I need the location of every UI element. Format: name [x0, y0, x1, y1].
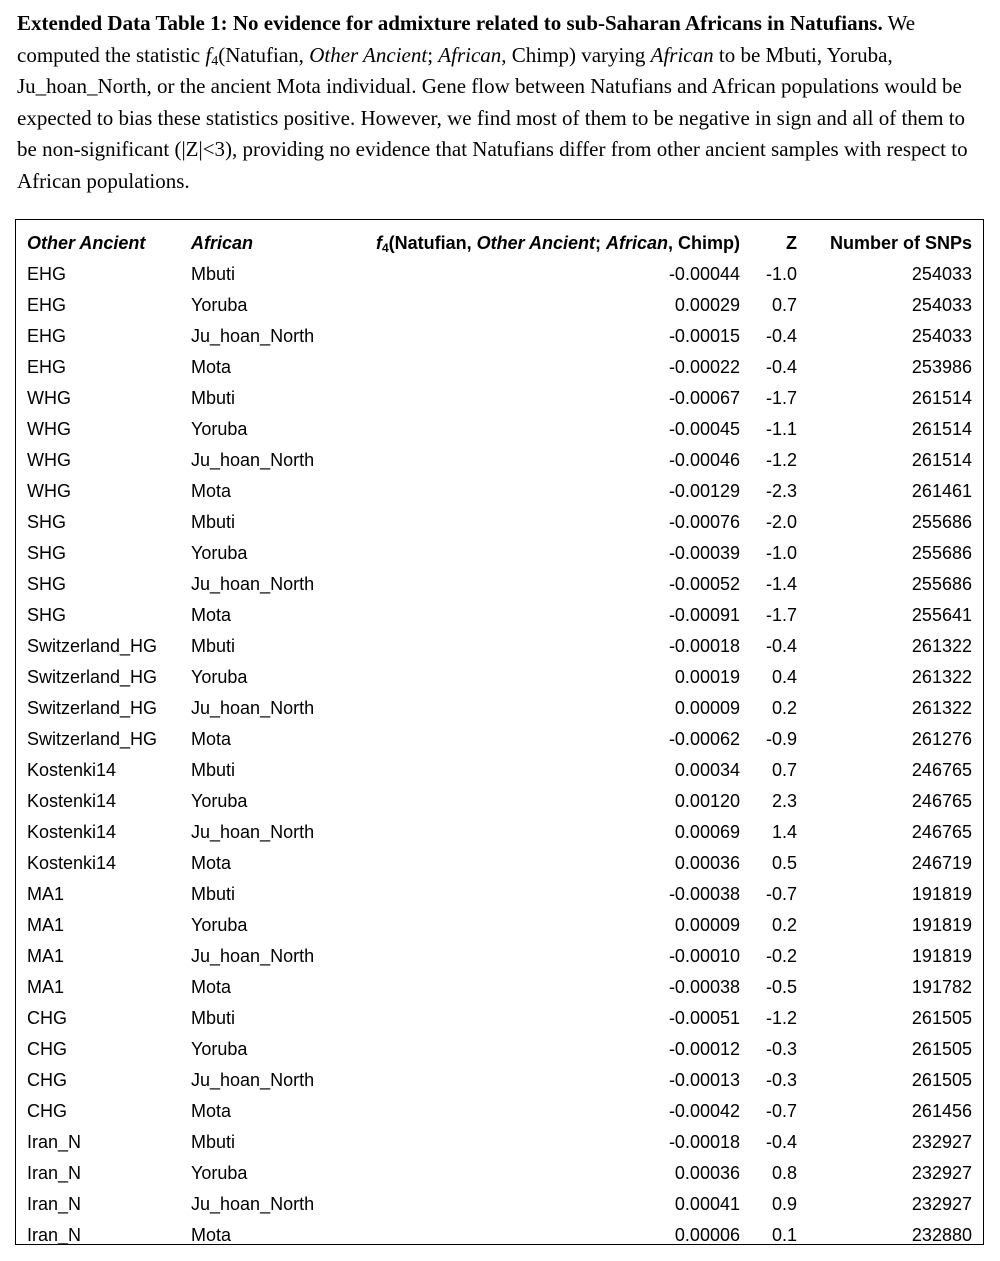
table-row — [27, 290, 972, 321]
cell-f4-value: -0.00038 — [668, 977, 740, 997]
cell-other-ancient: Kostenki14 — [27, 760, 117, 780]
cell-african: Ju_hoan_North — [191, 574, 315, 594]
cell-snp-count: 191819 — [911, 946, 972, 966]
caption-f: f — [205, 42, 212, 67]
cell-african: Mota — [191, 729, 232, 749]
cell-other-ancient: CHG — [27, 1101, 67, 1121]
table-row — [27, 724, 972, 755]
cell-african: Ju_hoan_North — [191, 450, 315, 470]
cell-african: Mbuti — [191, 264, 236, 284]
cell-f4-value: 0.00069 — [674, 822, 740, 842]
cell-other-ancient: SHG — [27, 605, 67, 625]
table-row — [27, 1127, 972, 1158]
cell-z-score: -0.3 — [765, 1070, 797, 1090]
table-row — [27, 414, 972, 445]
cell-f4-value: -0.00044 — [668, 264, 740, 284]
cell-z-score: -2.0 — [765, 512, 797, 532]
table-row — [27, 1220, 972, 1251]
cell-other-ancient: Kostenki14 — [27, 791, 117, 811]
cell-african: Mbuti — [191, 884, 236, 904]
table-row — [27, 1065, 972, 1096]
cell-other-ancient: MA1 — [27, 915, 65, 935]
cell-snp-count: 261322 — [911, 667, 972, 687]
cell-african: Ju_hoan_North — [191, 822, 315, 842]
cell-z-score: -0.4 — [765, 1132, 797, 1152]
cell-other-ancient: EHG — [27, 264, 67, 284]
table-header-row — [27, 228, 972, 259]
cell-f4-value: -0.00012 — [668, 1039, 740, 1059]
cell-snp-count: 261276 — [911, 729, 972, 749]
cell-other-ancient: WHG — [27, 450, 71, 470]
cell-f4-value: -0.00045 — [668, 419, 740, 439]
cell-other-ancient: EHG — [27, 295, 67, 315]
cell-z-score: 0.7 — [771, 760, 797, 780]
cell-f4-value: -0.00018 — [668, 636, 740, 656]
cell-z-score: -0.2 — [765, 946, 797, 966]
table-row — [27, 321, 972, 352]
cell-african: Mota — [191, 977, 232, 997]
cell-other-ancient: SHG — [27, 574, 67, 594]
cell-snp-count: 255686 — [911, 543, 972, 563]
caption-text-5: to be Mbuti, Yoruba, Ju_hoan_North, or the ancient Mota individual. Gene flow between Natufians and African populations would be expected to bias these statistics positive. However, we find most of them to be negative in sign and all of them to be non-significant (|Z|<3), providing no evidence that Natufians differ from other ancient samples with respect to African populations. — [17, 42, 968, 193]
cell-z-score: 0.2 — [771, 915, 797, 935]
cell-z-score: -0.5 — [765, 977, 797, 997]
cell-african: Ju_hoan_North — [191, 698, 315, 718]
cell-african: Mbuti — [191, 760, 236, 780]
cell-z-score: 0.7 — [771, 295, 797, 315]
table-row — [27, 817, 972, 848]
cell-f4-value: -0.00015 — [668, 326, 740, 346]
caption-text-4: , Chimp) varying — [501, 42, 651, 67]
cell-z-score: 0.4 — [771, 667, 797, 687]
cell-other-ancient: CHG — [27, 1008, 67, 1028]
cell-other-ancient: Kostenki14 — [27, 822, 117, 842]
cell-z-score: -1.0 — [765, 264, 797, 284]
cell-f4-value: -0.00046 — [668, 450, 740, 470]
cell-african: Mota — [191, 605, 232, 625]
cell-other-ancient: EHG — [27, 326, 67, 346]
cell-african: Ju_hoan_North — [191, 326, 315, 346]
cell-f4-value: 0.00006 — [674, 1225, 740, 1245]
cell-african: Ju_hoan_North — [191, 1070, 315, 1090]
cell-z-score: 0.1 — [771, 1225, 797, 1245]
cell-f4-value: -0.00038 — [668, 884, 740, 904]
cell-z-score: -2.3 — [765, 481, 797, 501]
cell-f4-value: -0.00039 — [668, 543, 740, 563]
table-row — [27, 1158, 972, 1189]
cell-other-ancient: Switzerland_HG — [27, 698, 158, 718]
table-row — [27, 941, 972, 972]
table-row — [27, 848, 972, 879]
table-row — [27, 476, 972, 507]
cell-snp-count: 261514 — [911, 450, 972, 470]
cell-f4-value: 0.00036 — [674, 853, 740, 873]
cell-z-score: 0.8 — [771, 1163, 797, 1183]
table-row — [27, 786, 972, 817]
cell-other-ancient: MA1 — [27, 946, 65, 966]
header-z: Z — [786, 233, 797, 253]
cell-other-ancient: WHG — [27, 419, 71, 439]
table-frame — [15, 219, 984, 1245]
cell-z-score: 0.5 — [771, 853, 797, 873]
cell-other-ancient: Switzerland_HG — [27, 636, 158, 656]
caption-african-2: African — [650, 42, 714, 67]
table-row — [27, 755, 972, 786]
cell-other-ancient: Switzerland_HG — [27, 729, 158, 749]
cell-z-score: -1.2 — [765, 1008, 797, 1028]
cell-f4-value: -0.00067 — [668, 388, 740, 408]
cell-f4-value: -0.00129 — [668, 481, 740, 501]
cell-f4-value: -0.00062 — [668, 729, 740, 749]
header-african: African — [191, 233, 254, 253]
cell-african: Yoruba — [191, 791, 248, 811]
cell-african: Mbuti — [191, 636, 236, 656]
cell-snp-count: 191819 — [911, 915, 972, 935]
cell-other-ancient: Kostenki14 — [27, 853, 117, 873]
cell-african: Mbuti — [191, 1132, 236, 1152]
cell-african: Mota — [191, 1101, 232, 1121]
table-row — [27, 662, 972, 693]
cell-african: Mota — [191, 481, 232, 501]
cell-snp-count: 261456 — [911, 1101, 972, 1121]
table-row — [27, 538, 972, 569]
cell-african: Mbuti — [191, 388, 236, 408]
cell-other-ancient: SHG — [27, 543, 67, 563]
cell-f4-value: 0.00009 — [674, 698, 740, 718]
cell-snp-count: 246765 — [911, 760, 972, 780]
table-row — [27, 879, 972, 910]
cell-snp-count: 254033 — [911, 295, 972, 315]
table-row — [27, 259, 972, 290]
cell-snp-count: 261505 — [911, 1008, 972, 1028]
header-other-ancient: Other Ancient — [27, 233, 146, 253]
table-row — [27, 445, 972, 476]
cell-other-ancient: EHG — [27, 357, 67, 377]
cell-f4-value: 0.00019 — [674, 667, 740, 687]
cell-african: Yoruba — [191, 543, 248, 563]
cell-f4-value: -0.00051 — [668, 1008, 740, 1028]
table-row — [27, 600, 972, 631]
cell-african: Mbuti — [191, 512, 236, 532]
cell-f4-value: -0.00091 — [668, 605, 740, 625]
cell-f4-value: -0.00010 — [668, 946, 740, 966]
cell-other-ancient: CHG — [27, 1039, 67, 1059]
cell-other-ancient: WHG — [27, 388, 71, 408]
cell-snp-count: 261322 — [911, 698, 972, 718]
cell-snp-count: 261322 — [911, 636, 972, 656]
cell-other-ancient: Iran_N — [27, 1194, 82, 1214]
cell-z-score: -1.2 — [765, 450, 797, 470]
cell-z-score: -1.0 — [765, 543, 797, 563]
cell-f4-value: 0.00034 — [674, 760, 740, 780]
cell-other-ancient: MA1 — [27, 884, 65, 904]
cell-other-ancient: Iran_N — [27, 1225, 82, 1245]
cell-z-score: -1.7 — [765, 388, 797, 408]
cell-snp-count: 261514 — [911, 388, 972, 408]
cell-f4-value: -0.00013 — [668, 1070, 740, 1090]
cell-snp-count: 191782 — [911, 977, 972, 997]
table-row — [27, 1189, 972, 1220]
table-row — [27, 1034, 972, 1065]
cell-f4-value: 0.00120 — [674, 791, 740, 811]
cell-snp-count: 232880 — [911, 1225, 972, 1245]
cell-f4-value: 0.00036 — [674, 1163, 740, 1183]
cell-z-score: -0.4 — [765, 636, 797, 656]
cell-snp-count: 246765 — [911, 791, 972, 811]
cell-snp-count: 232927 — [911, 1194, 972, 1214]
cell-african: Yoruba — [191, 1039, 248, 1059]
caption-title: Extended Data Table 1: No evidence for admixture related to sub-Saharan Africans in Natufians. — [17, 11, 883, 35]
cell-z-score: -0.7 — [765, 884, 797, 904]
cell-z-score: 1.4 — [771, 822, 797, 842]
caption-text-1: We computed the statistic — [17, 11, 916, 67]
cell-snp-count: 254033 — [911, 326, 972, 346]
cell-snp-count: 253986 — [911, 357, 972, 377]
cell-z-score: -1.4 — [765, 574, 797, 594]
cell-z-score: -0.4 — [765, 326, 797, 346]
cell-african: Mbuti — [191, 1008, 236, 1028]
cell-other-ancient: Switzerland_HG — [27, 667, 158, 687]
data-table — [27, 228, 972, 1251]
table-caption — [17, 8, 987, 197]
cell-african: Yoruba — [191, 1163, 248, 1183]
cell-snp-count: 261505 — [911, 1070, 972, 1090]
table-row — [27, 972, 972, 1003]
cell-z-score: 2.3 — [771, 791, 797, 811]
cell-f4-value: -0.00022 — [668, 357, 740, 377]
cell-z-score: -1.1 — [765, 419, 797, 439]
cell-african: Ju_hoan_North — [191, 1194, 315, 1214]
cell-other-ancient: CHG — [27, 1070, 67, 1090]
cell-snp-count: 255686 — [911, 512, 972, 532]
table-row — [27, 910, 972, 941]
cell-snp-count: 191819 — [911, 884, 972, 904]
caption-text-2: (Natufian, — [218, 42, 310, 67]
table-row — [27, 1003, 972, 1034]
cell-snp-count: 232927 — [911, 1132, 972, 1152]
cell-other-ancient: MA1 — [27, 977, 65, 997]
table-row — [27, 693, 972, 724]
cell-f4-value: -0.00076 — [668, 512, 740, 532]
cell-other-ancient: WHG — [27, 481, 71, 501]
cell-african: Ju_hoan_North — [191, 946, 315, 966]
cell-african: Yoruba — [191, 667, 248, 687]
header-snps: Number of SNPs — [829, 233, 972, 253]
cell-f4-value: -0.00042 — [668, 1101, 740, 1121]
cell-f4-value: 0.00041 — [674, 1194, 740, 1214]
caption-other-ancient: Other Ancient — [309, 42, 428, 67]
cell-snp-count: 261514 — [911, 419, 972, 439]
cell-other-ancient: SHG — [27, 512, 67, 532]
table-body — [27, 259, 972, 1251]
cell-snp-count: 261505 — [911, 1039, 972, 1059]
cell-african: Mota — [191, 1225, 232, 1245]
cell-snp-count: 254033 — [911, 264, 972, 284]
caption-text-3: ; — [427, 42, 439, 67]
cell-z-score: -0.9 — [765, 729, 797, 749]
table-row — [27, 352, 972, 383]
cell-other-ancient: Iran_N — [27, 1132, 82, 1152]
caption-african: African — [438, 42, 502, 67]
cell-z-score: 0.9 — [771, 1194, 797, 1214]
cell-z-score: -0.7 — [765, 1101, 797, 1121]
cell-f4-value: -0.00018 — [668, 1132, 740, 1152]
cell-z-score: -0.4 — [765, 357, 797, 377]
cell-african: Yoruba — [191, 295, 248, 315]
cell-african: Mota — [191, 357, 232, 377]
cell-snp-count: 255641 — [911, 605, 972, 625]
cell-f4-value: -0.00052 — [668, 574, 740, 594]
cell-snp-count: 255686 — [911, 574, 972, 594]
cell-african: Mota — [191, 853, 232, 873]
cell-other-ancient: Iran_N — [27, 1163, 82, 1183]
cell-z-score: 0.2 — [771, 698, 797, 718]
table-row — [27, 631, 972, 662]
cell-african: Yoruba — [191, 419, 248, 439]
table-row — [27, 507, 972, 538]
cell-z-score: -1.7 — [765, 605, 797, 625]
table-row — [27, 383, 972, 414]
header-f4-statistic: $f_4(Natufian$, Other Ancient; African, Chimp) — [375, 233, 740, 255]
table-row — [27, 1096, 972, 1127]
table-row — [27, 569, 972, 600]
cell-f4-value: 0.00009 — [674, 915, 740, 935]
cell-z-score: -0.3 — [765, 1039, 797, 1059]
cell-snp-count: 246719 — [911, 853, 972, 873]
cell-african: Yoruba — [191, 915, 248, 935]
cell-f4-value: 0.00029 — [674, 295, 740, 315]
cell-snp-count: 246765 — [911, 822, 972, 842]
caption-f-sub: 4 — [211, 53, 219, 69]
cell-snp-count: 261461 — [911, 481, 972, 501]
cell-snp-count: 232927 — [911, 1163, 972, 1183]
